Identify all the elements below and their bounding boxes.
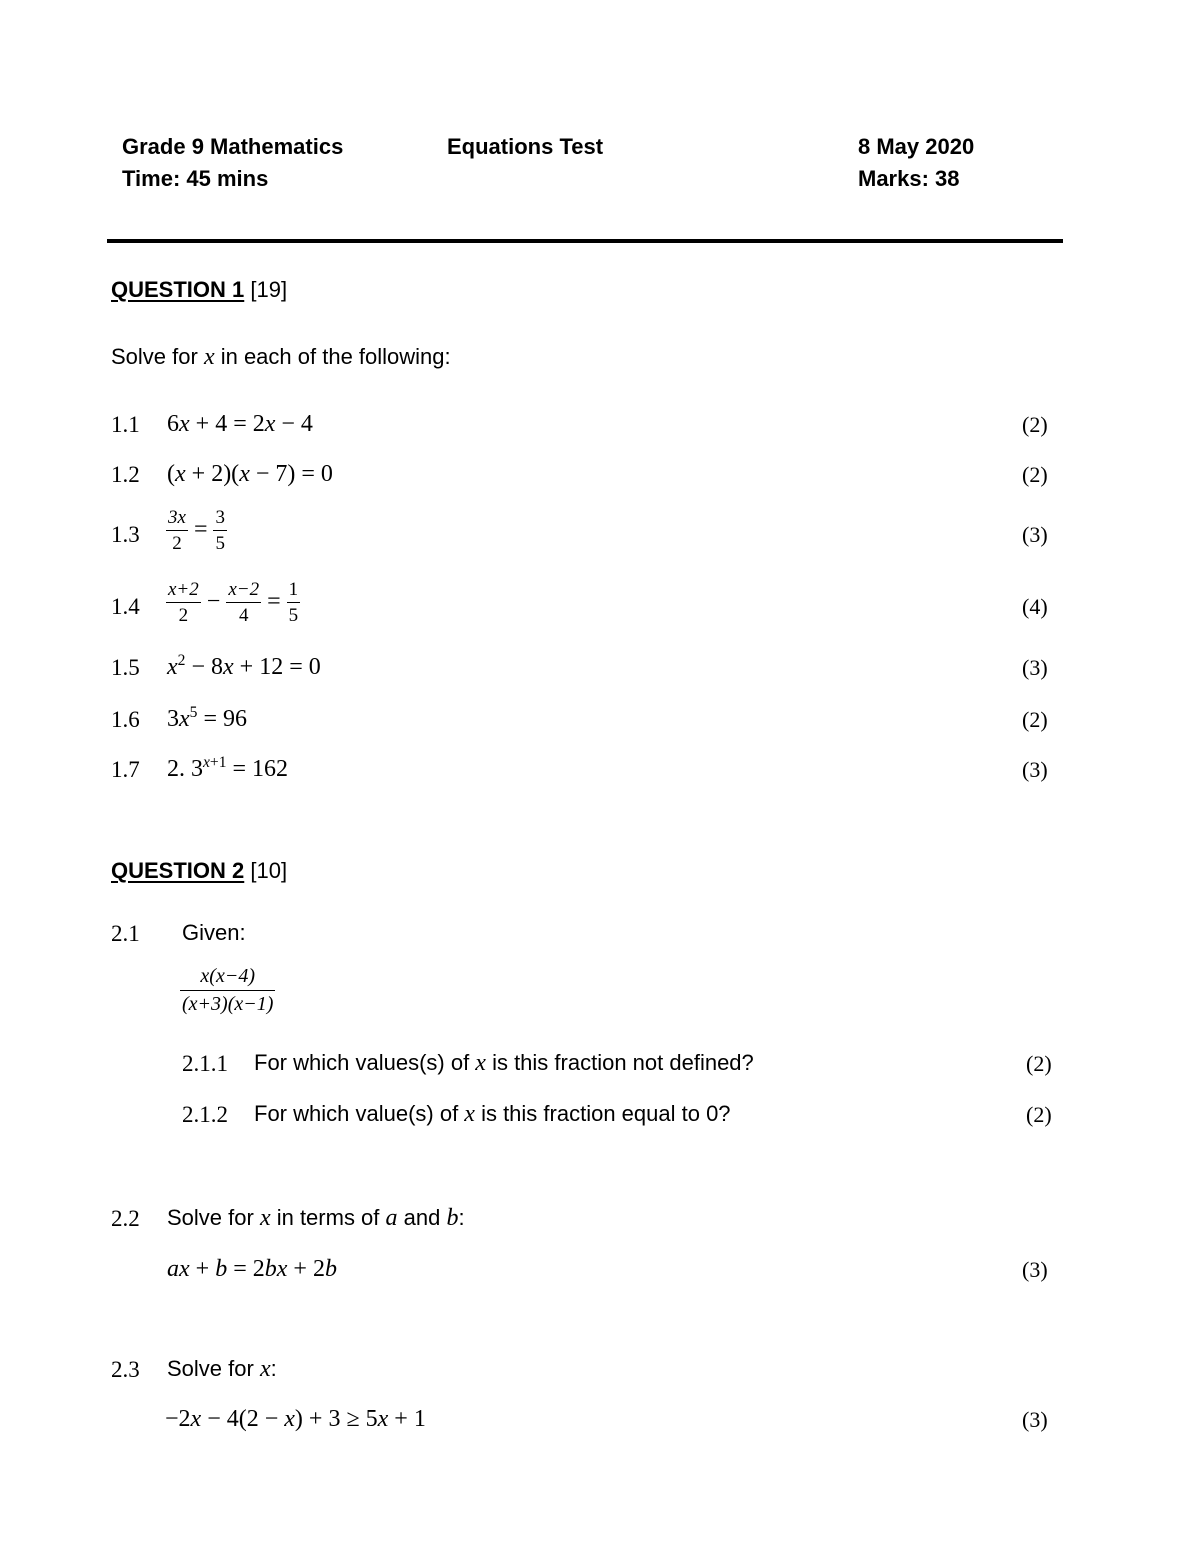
header-divider [107,239,1063,243]
item-number: 1.4 [111,594,140,619]
test-date: 8 May 2020 [858,134,975,159]
marks: (2) [1026,1051,1052,1076]
equation-1-4: $\frac{x+2}{2}$ − $\frac{x-2}{4}$ = $\frac{1}{5}$ [168,579,299,626]
question-2-1-1: For which values(s) of x is this fraction not defined? [254,1050,754,1076]
marks: (2) [1026,1102,1052,1127]
equation-1-1: 6x + 4 = 2x − 4 [167,411,313,437]
equation-2-2: ax + b = 2bx + 2b [167,1256,337,1282]
item-number: 1.5 [111,655,140,680]
total-marks: Marks: 38 [858,166,960,191]
item-number: 2.1.1 [182,1051,228,1076]
item-number: 1.1 [111,412,140,437]
item-number: 2.3 [111,1357,140,1382]
item-number: 1.3 [111,522,140,547]
question-1-heading: QUESTION 1 [19] [111,277,288,302]
question-2-heading: QUESTION 2 [10] [111,858,288,883]
equation-1-2: (x + 2)(x − 7) = 0 [167,461,333,487]
item-number: 2.1 [111,921,140,946]
marks: (3) [1022,1407,1048,1432]
test-title: Equations Test [447,134,604,159]
marks: (3) [1022,1257,1048,1282]
inequality-2-3: −2x − 4(2 − x) + 3 ≥ 5x + 1 [165,1406,426,1432]
marks: (3) [1022,757,1048,782]
question-2-3: Solve for x: [167,1356,277,1382]
marks: (2) [1022,412,1048,437]
marks: (4) [1022,594,1048,619]
item-number: 1.2 [111,462,140,487]
question-2-1-2: For which value(s) of x is this fraction equal to 0? [254,1101,731,1127]
equation-1-3: $\frac{3x}{2}$ = $\frac{3}{5}$ [168,507,225,554]
marks: (2) [1022,462,1048,487]
equation-1-5: $x^2 - 8x + 12 = 0$ [167,652,321,680]
item-number: 2.1.2 [182,1102,228,1127]
subject: Grade 9 Mathematics [122,134,344,159]
item-number: 1.6 [111,707,140,732]
marks: (3) [1022,522,1048,547]
marks: (2) [1022,707,1048,732]
marks: (3) [1022,655,1048,680]
item-number: 1.7 [111,757,140,782]
item-number: 2.2 [111,1206,140,1231]
given-label: Given: [182,920,246,945]
equation-1-6: $3x^5 = 96$ [167,704,247,732]
q1-instruction: Solve for x in each of the following: [111,344,451,370]
equation-1-7: 2. $3^{x+1} = 162$ [167,754,289,782]
question-2-2: Solve for x in terms of a and b: [167,1205,465,1231]
time-allowed: Time: 45 mins [122,166,269,191]
given-fraction: $\frac{x(x-4)}{(x+3)(x-1)}$ [182,965,274,1015]
